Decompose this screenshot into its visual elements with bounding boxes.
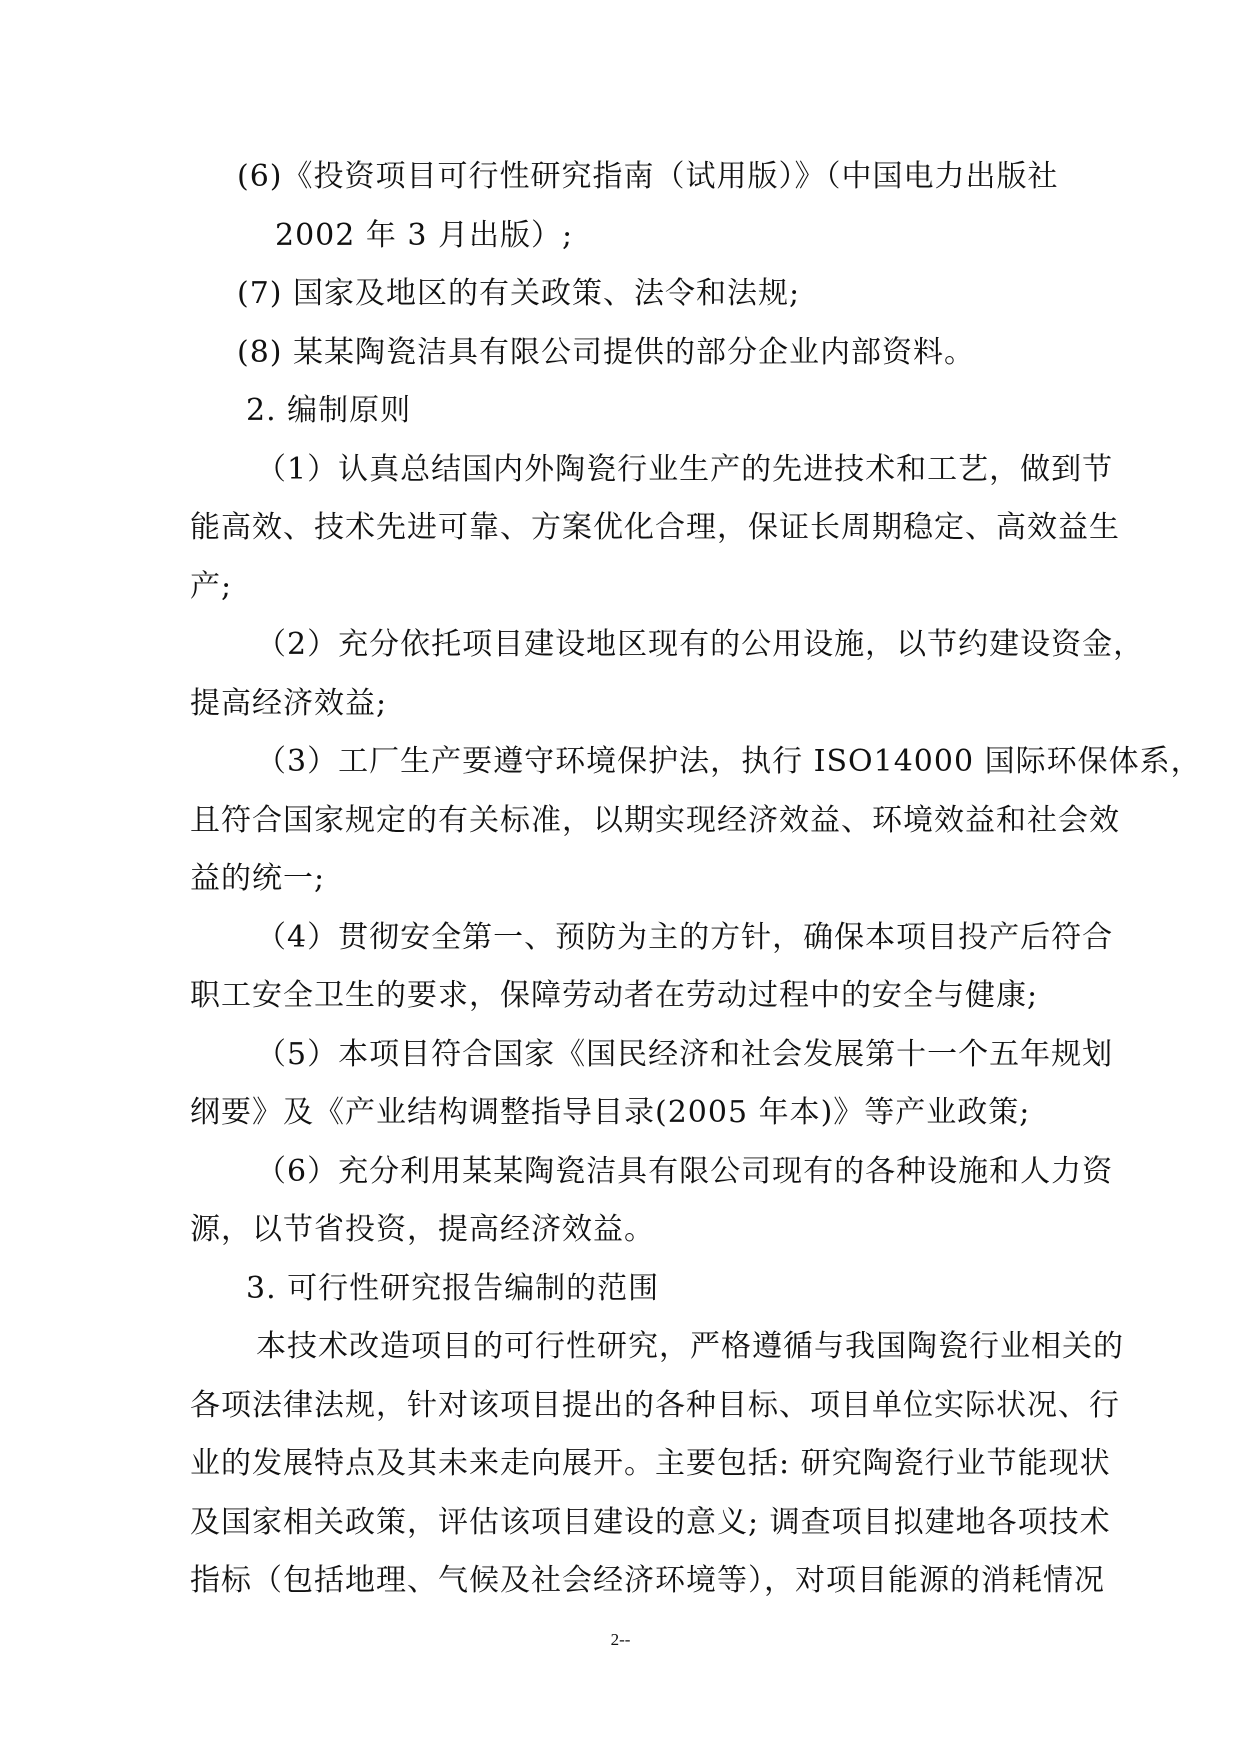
paragraph-line: 益的统一; xyxy=(190,861,326,896)
section-heading-scope: 3. 可行性研究报告编制的范围 xyxy=(246,1270,660,1306)
paragraph-line: 职工安全卫生的要求，保障劳动者在劳动过程中的安全与健康; xyxy=(190,978,1039,1013)
paragraph-line: 且符合国家规定的有关标准，以期实现经济效益、环境效益和社会效 xyxy=(190,802,1120,838)
paragraph-line: 业的发展特点及其未来走向展开。主要包括: 研究陶瓷行业节能现状 xyxy=(190,1446,1111,1481)
paragraph-line: （5）本项目符合国家《国民经济和社会发展第十一个五年规划 xyxy=(256,1036,1114,1072)
paragraph-line: 纲要》及《产业结构调整指导目录(2005 年本)》等产业政策; xyxy=(190,1095,1031,1130)
paragraph-line: 指标（包括地理、气候及社会经济环境等），对项目能源的消耗情况 xyxy=(190,1563,1105,1598)
paragraph-line: （2）充分依托项目建设地区现有的公用设施，以节约建设资金， xyxy=(256,627,1145,662)
reference-item-6: (6)《投资项目可行性研究指南（试用版）》（中国电力出版社 xyxy=(237,159,1059,194)
paragraph-line: 能高效、技术先进可靠、方案优化合理，保证长周期稳定、高效益生 xyxy=(190,510,1120,545)
paragraph-line: 本技术改造项目的可行性研究，严格遵循与我国陶瓷行业相关的 xyxy=(256,1329,1124,1364)
document-body xyxy=(190,148,1202,1611)
paragraph-line: （4）贯彻安全第一、预防为主的方针，确保本项目投产后符合 xyxy=(256,919,1114,955)
paragraph-line: （6）充分利用某某陶瓷洁具有限公司现有的各种设施和人力资 xyxy=(256,1153,1114,1189)
paragraph-line: （3）工厂生产要遵守环境保护法，执行 ISO14000 国际环保体系， xyxy=(256,744,1202,779)
paragraph-line: 各项法律法规，针对该项目提出的各种目标、项目单位实际状况、行 xyxy=(190,1387,1120,1423)
reference-item-8: (8) 某某陶瓷洁具有限公司提供的部分企业内部资料。 xyxy=(237,334,976,370)
page-number: 2-- xyxy=(610,1630,631,1649)
paragraph-line: （1）认真总结国内外陶瓷行业生产的先进技术和工艺，做到节 xyxy=(256,451,1114,487)
reference-item-6-continuation: 2002 年 3 月出版）; xyxy=(275,217,574,253)
paragraph-line: 及国家相关政策，评估该项目建设的意义; 调查项目拟建地各项技术 xyxy=(190,1504,1111,1540)
paragraph-line: 产; xyxy=(190,568,233,604)
reference-item-7: (7) 国家及地区的有关政策、法令和法规; xyxy=(237,276,801,311)
paragraph-line: 提高经济效益; xyxy=(190,685,388,721)
paragraph-line: 源，以节省投资，提高经济效益。 xyxy=(190,1212,655,1247)
section-heading-principles: 2. 编制原则 xyxy=(246,393,412,428)
